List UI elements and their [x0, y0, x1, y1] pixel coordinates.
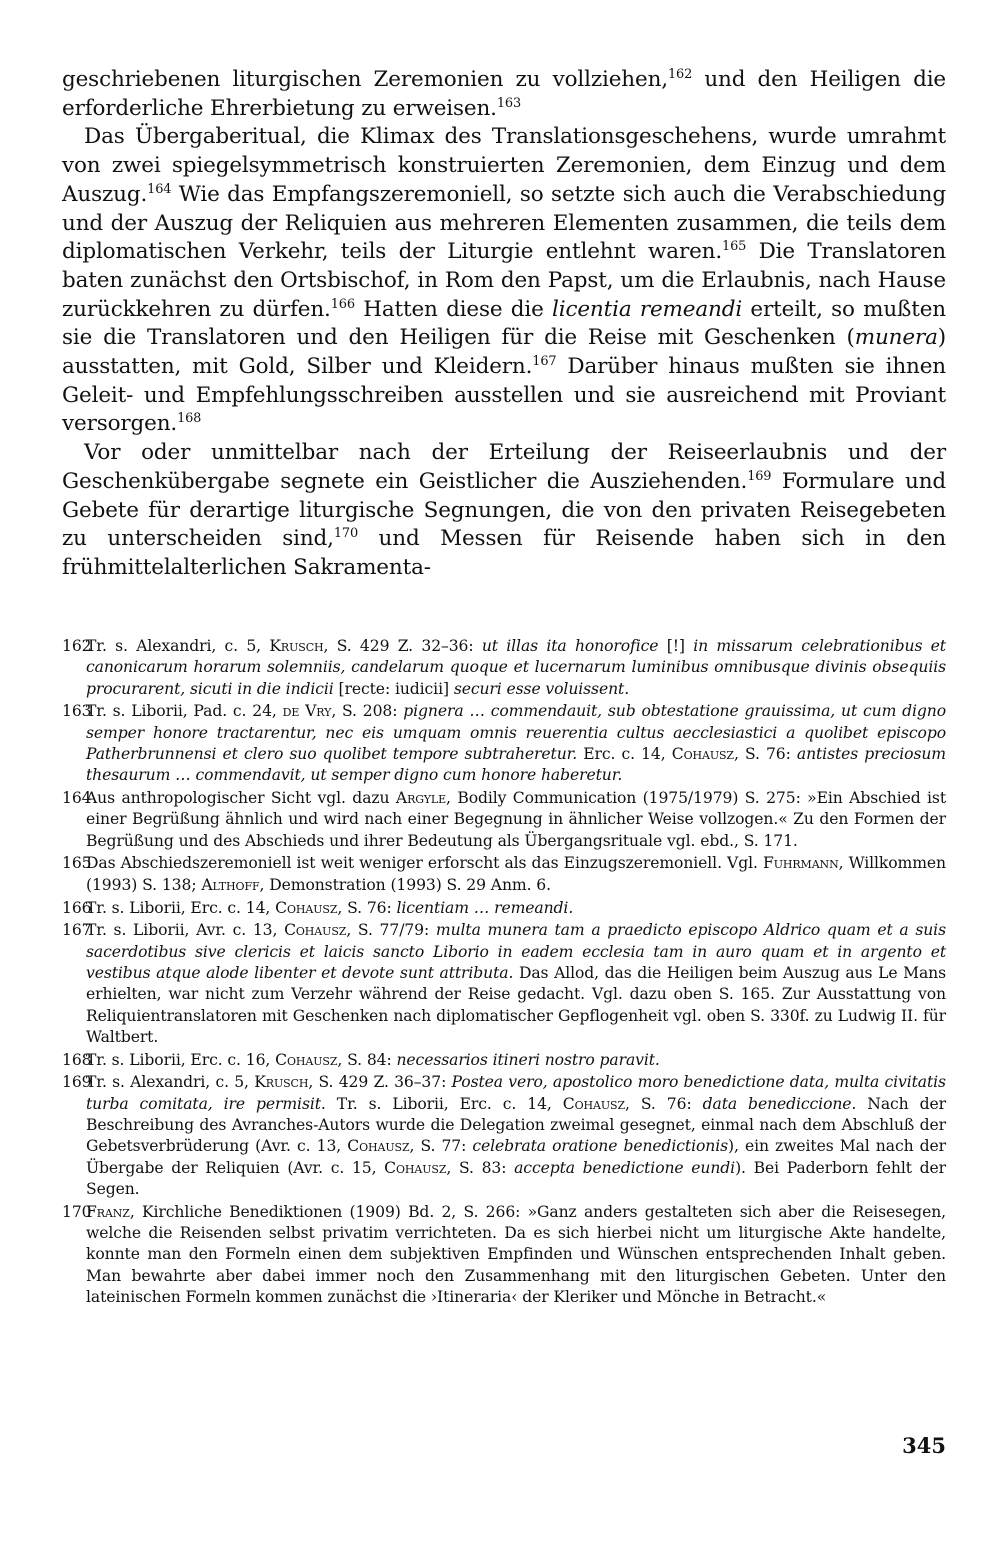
footnote-167: 167 Tr. s. Liborii, Avr. c. 13, Cohausz, S. 77/79: multa munera tam a praedicto episcopo Aldrico quam et a suis sacerdotibus sive clericis et laicis sancto Liborio in eadem ecclesia tam in auro quam et in argento et vestibus atque alode libenter et devote sunt attributa. Das Allod, das die Heiligen beim Auszug aus Le Mans erhielten, war nicht zum Verzehr während der Reise gedacht. Vgl. dazu oben S. 165. Zur Ausstattung von Reliquientranslatoren mit Geschenken nach diplomatischer Gepflogenheit vgl. oben S. 330f. zu Ludwig II. für Waltbert.	[62, 921, 946, 1046]
footnote-number: 170	[62, 1202, 92, 1221]
body-paragraph: geschriebenen liturgischen Zeremonien zu vollziehen,$^{162}$ und den Heiligen die erforderliche Ehrerbietung zu erweisen.$^{163}$	[62, 66, 946, 121]
body-paragraph: Das Übergaberitual, die Klimax des Translationsgeschehens, wurde umrahmt von zwei spiegelsymmetrisch konstruierten Zeremonien, dem Einzug und dem Auszug.$^{164}$ Wie das Empfangszeremoniell, so setzte sich auch die Verabschiedung und der Auszug der Reliquien aus mehreren Elementen zusammen, die teils dem diplomatischen Verkehr, teils der Liturgie entlehnt waren.$^{165}$ Die Translatoren baten zunächst den Ortsbischof, in Rom den Papst, um die Erlaubnis, nach Hause zurückkehren zu dürfen.$^{166}$ Hatten diese die licentia remeandi erteilt, so mußten sie die Translatoren und den Heiligen für die Reise mit Geschenken (munera) ausstatten, mit Gold, Silber und Kleidern.$^{167}$ Darüber hinaus mußten sie ihnen Geleit- und Empfehlungsschreiben ausstellen und sie ausreichend mit Proviant versorgen.$^{168}$	[62, 124, 947, 437]
body-paragraph: Vor oder unmittelbar nach der Erteilung der Reiseerlaubnis und der Geschenkübergabe segnete ein Geistlicher die Ausziehenden.$^{169}$ Formulare und Gebete für derartige liturgische Segnungen, die von den privaten Reisegebeten zu unterscheiden sind,$^{170}$ und Messen für Reisende haben sich in den frühmittelalterlichen Sakramenta-	[62, 440, 946, 580]
footnote-162: 162 Tr. s. Alexandri, c. 5, Krusch, S. 429 Z. 32–36: ut illas ita honorofice [!] in missarum celebrationibus et canonicarum horarum solemniis, candelarum quoque et lucernarum luminibus omnibusque divinis obsequiis procurarent, sicuti in die indicii [recte: iudicii] securi esse voluissent.	[62, 637, 946, 698]
footnote-170: 170 Franz, Kirchliche Benediktionen (1909) Bd. 2, S. 266: »Ganz anders gestalteten sich aber die Reisesegen, welche die Reisenden selbst privatim verrichteten. Da es sich hierbei nicht um liturgische Akte handelte, konnte man den Formeln einen dem subjektiven Empfinden und Wünschen entsprechenden Inhalt geben. Man bewahrte aber dabei immer noch den Zusammenhang mit den liturgischen Gebeten. Unter den lateinischen Formeln kommen zunächst die ›Itineraria‹ der Kleriker und Mönche in Betracht.«	[62, 1202, 946, 1306]
main-text	[62, 66, 946, 583]
footnote-number: 164	[62, 789, 92, 808]
footnote-number: 162	[62, 637, 92, 655]
footnote-168: 168 Tr. s. Liborii, Erc. c. 16, Cohausz, S. 84: necessarios itineri nostro paravit.	[62, 1050, 946, 1071]
page-number: 345	[902, 1433, 946, 1458]
footnote-number: 165	[62, 854, 92, 873]
footnote-number: 166	[62, 898, 92, 917]
footnote-number: 168	[62, 1050, 92, 1069]
footnote-number: 167	[62, 921, 92, 940]
footnote-165: 165 Das Abschiedszeremoniell ist weit weniger erforscht als das Einzugszeremoniell. Vgl. Fuhrmann, Willkommen (1993) S. 138; Althoff, Demonstration (1993) S. 29 Anm. 6.	[62, 854, 946, 894]
footnote-169: 169 Tr. s. Alexandri, c. 5, Krusch, S. 429 Z. 36–37: Postea vero, apostolico moro benedictione data, multa civitatis turba comitata, ire permisit. Tr. s. Liborii, Erc. c. 14, Cohausz, S. 76: data benediccione. Nach der Beschreibung des Avranches-Autors wurde die Delegation zweimal gesegnet, einmal nach dem Abschluß der Gebetsverbrüderung (Avr. c. 13, Cohausz, S. 77: celebrata oratione benedictionis), ein zweites Mal nach der Übergabe der Reliquien (Avr. c. 15, Cohausz, S. 83: accepta benedictione eundi). Bei Paderborn fehlt der Segen.	[62, 1073, 947, 1198]
footnote-163: 163 Tr. s. Liborii, Pad. c. 24, de Vry, S. 208: pignera … commendauit, sub obtestatione grauissima, ut cum digno semper honore tractarentur, nec eis umquam omnis reuerentia cultus aecclesiastici a quolibet episcopo Patherbrunnensi et clero suo quolibet tempore subtraheretur. Erc. c. 14, Cohausz, S. 76: antistes preciosum thesaurum … commendavit, ut semper digno cum honore haberetur.	[62, 702, 946, 785]
footnote-number: 163	[62, 702, 92, 721]
footnote-164: 164 Aus anthropologischer Sicht vgl. dazu Argyle, Bodily Communication (1975/1979) S. 275: »Ein Abschied ist einer Begrüßung ähnlich und wird nach einer Begegnung in ähnlicher Weise vollzogen.« Zu den Formen der Begrüßung und des Abschieds und ihrer Bedeutung als Übergangsrituale vgl. ebd., S. 171.	[62, 789, 946, 850]
footnotes	[62, 636, 946, 1310]
footnote-number: 169	[62, 1073, 92, 1092]
footnote-166: 166 Tr. s. Liborii, Erc. c. 14, Cohausz, S. 76: licentiam … remeandi.	[62, 898, 946, 919]
